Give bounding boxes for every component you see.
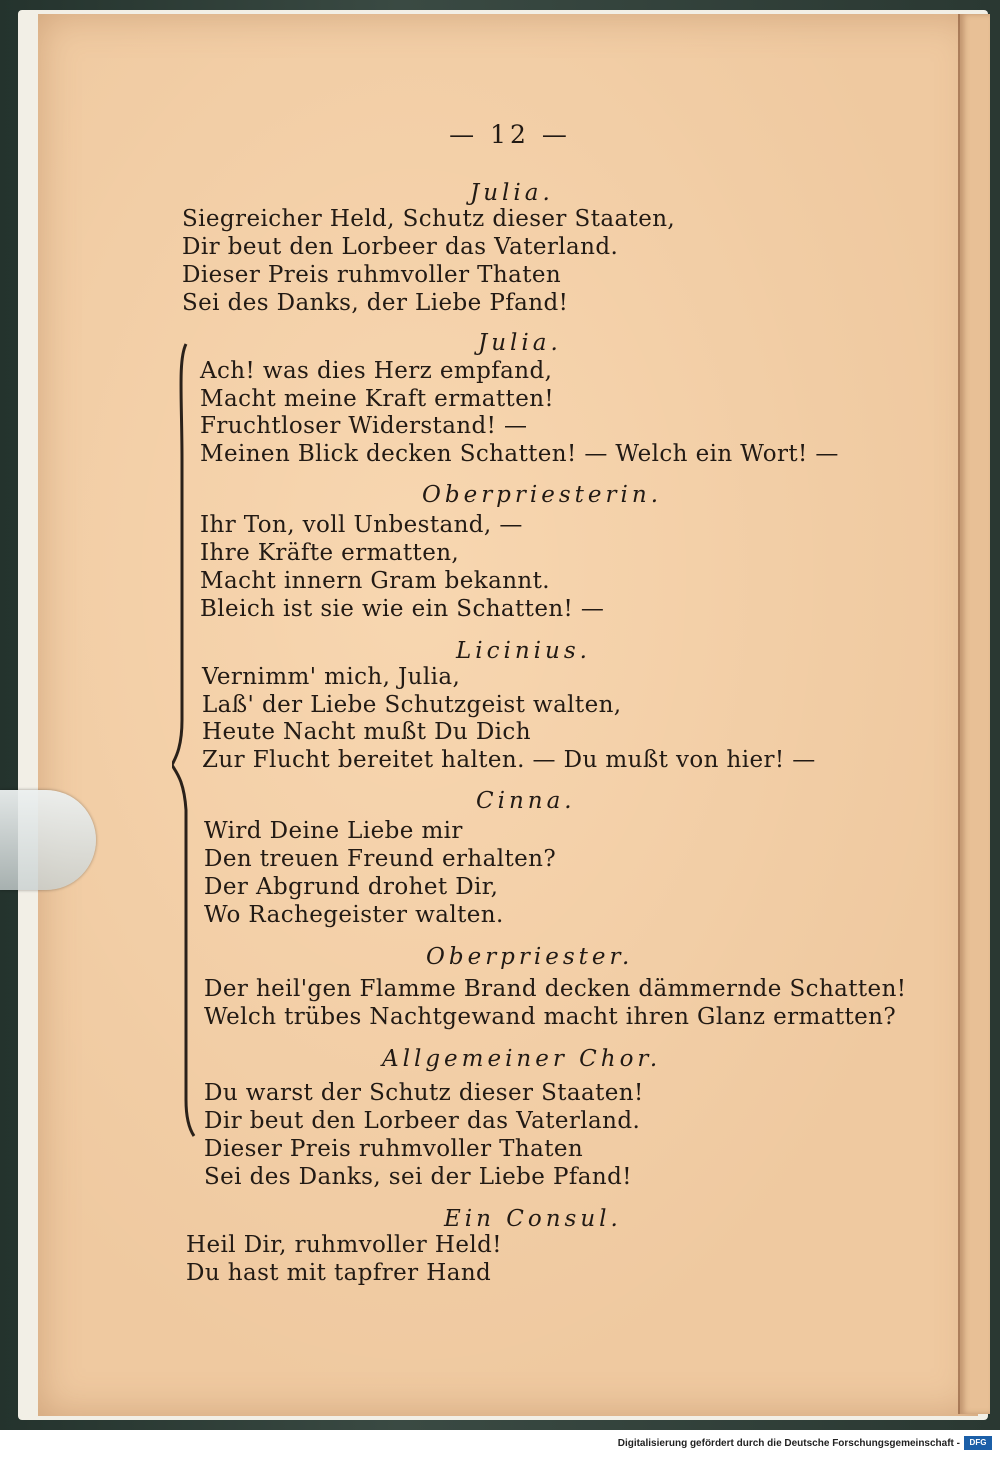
verse-line: Du warst der Schutz dieser Staaten! (204, 1080, 644, 1106)
footer-bar (0, 1430, 1000, 1457)
speaker-julia-1: Julia. (470, 180, 554, 206)
speaker-allgemeiner-chor: Allgemeiner Chor. (382, 1046, 662, 1072)
verse-line: Welch trübes Nachtgewand macht ihren Glanz ermatten? (204, 1004, 897, 1030)
verse-line: Laß' der Liebe Schutzgeist walten, (202, 692, 622, 718)
speaker-oberpriester: Oberpriester. (426, 944, 634, 970)
footer-credit: Digitalisierung gefördert durch die Deutsche Forschungsgemeinschaft - (617, 1438, 960, 1449)
verse-line: Dieser Preis ruhmvoller Thaten (204, 1136, 584, 1162)
verse-line: Sei des Danks, der Liebe Pfand! (182, 290, 569, 316)
speaker-julia-2: Julia. (478, 330, 562, 356)
verse-line: Heute Nacht mußt Du Dich (202, 719, 531, 745)
verse-line: Ihre Kräfte ermatten, (200, 540, 460, 566)
dfg-logo: DFG (964, 1436, 992, 1450)
verse-line: Ihr Ton, voll Unbestand, — (200, 512, 523, 538)
verse-line: Meinen Blick decken Schatten! — Welch ein Wort! — (200, 441, 839, 467)
page-number: — 12 — (449, 120, 571, 149)
verse-line: Macht meine Kraft ermatten! (200, 386, 555, 412)
speaker-oberpriesterin: Oberpriesterin. (422, 482, 663, 508)
clip-tab (0, 790, 96, 890)
verse-line: Dieser Preis ruhmvoller Thaten (182, 262, 562, 288)
verse-line: Ach! was dies Herz empfand, (200, 358, 553, 384)
verse-line: Vernimm' mich, Julia, (202, 664, 461, 690)
ensemble-brace (172, 340, 212, 1140)
verse-line: Der Abgrund drohet Dir, (204, 874, 499, 900)
verse-line: Siegreicher Held, Schutz dieser Staaten, (182, 206, 676, 232)
verse-line: Der heil'gen Flamme Brand decken dämmernde Schatten! (204, 976, 907, 1002)
verse-line: Den treuen Freund erhalten? (204, 846, 557, 872)
verse-line: Wo Rachegeister walten. (204, 902, 504, 928)
verse-line: Du hast mit tapfrer Hand (186, 1260, 492, 1286)
speaker-cinna: Cinna. (476, 788, 576, 814)
verse-line: Fruchtloser Widerstand! — (200, 413, 528, 439)
verse-line: Heil Dir, ruhmvoller Held! (186, 1232, 502, 1258)
speaker-ein-consul: Ein Consul. (444, 1206, 622, 1232)
speaker-licinius: Licinius. (456, 638, 591, 664)
verse-line: Bleich ist sie wie ein Schatten! — (200, 596, 605, 622)
verse-line: Wird Deine Liebe mir (204, 818, 463, 844)
verse-line: Zur Flucht bereitet halten. — Du mußt von hier! — (202, 747, 816, 773)
verse-line: Sei des Danks, sei der Liebe Pfand! (204, 1164, 632, 1190)
verse-line: Macht innern Gram bekannt. (200, 568, 550, 594)
verse-line: Dir beut den Lorbeer das Vaterland. (204, 1108, 641, 1134)
verse-line: Dir beut den Lorbeer das Vaterland. (182, 234, 619, 260)
